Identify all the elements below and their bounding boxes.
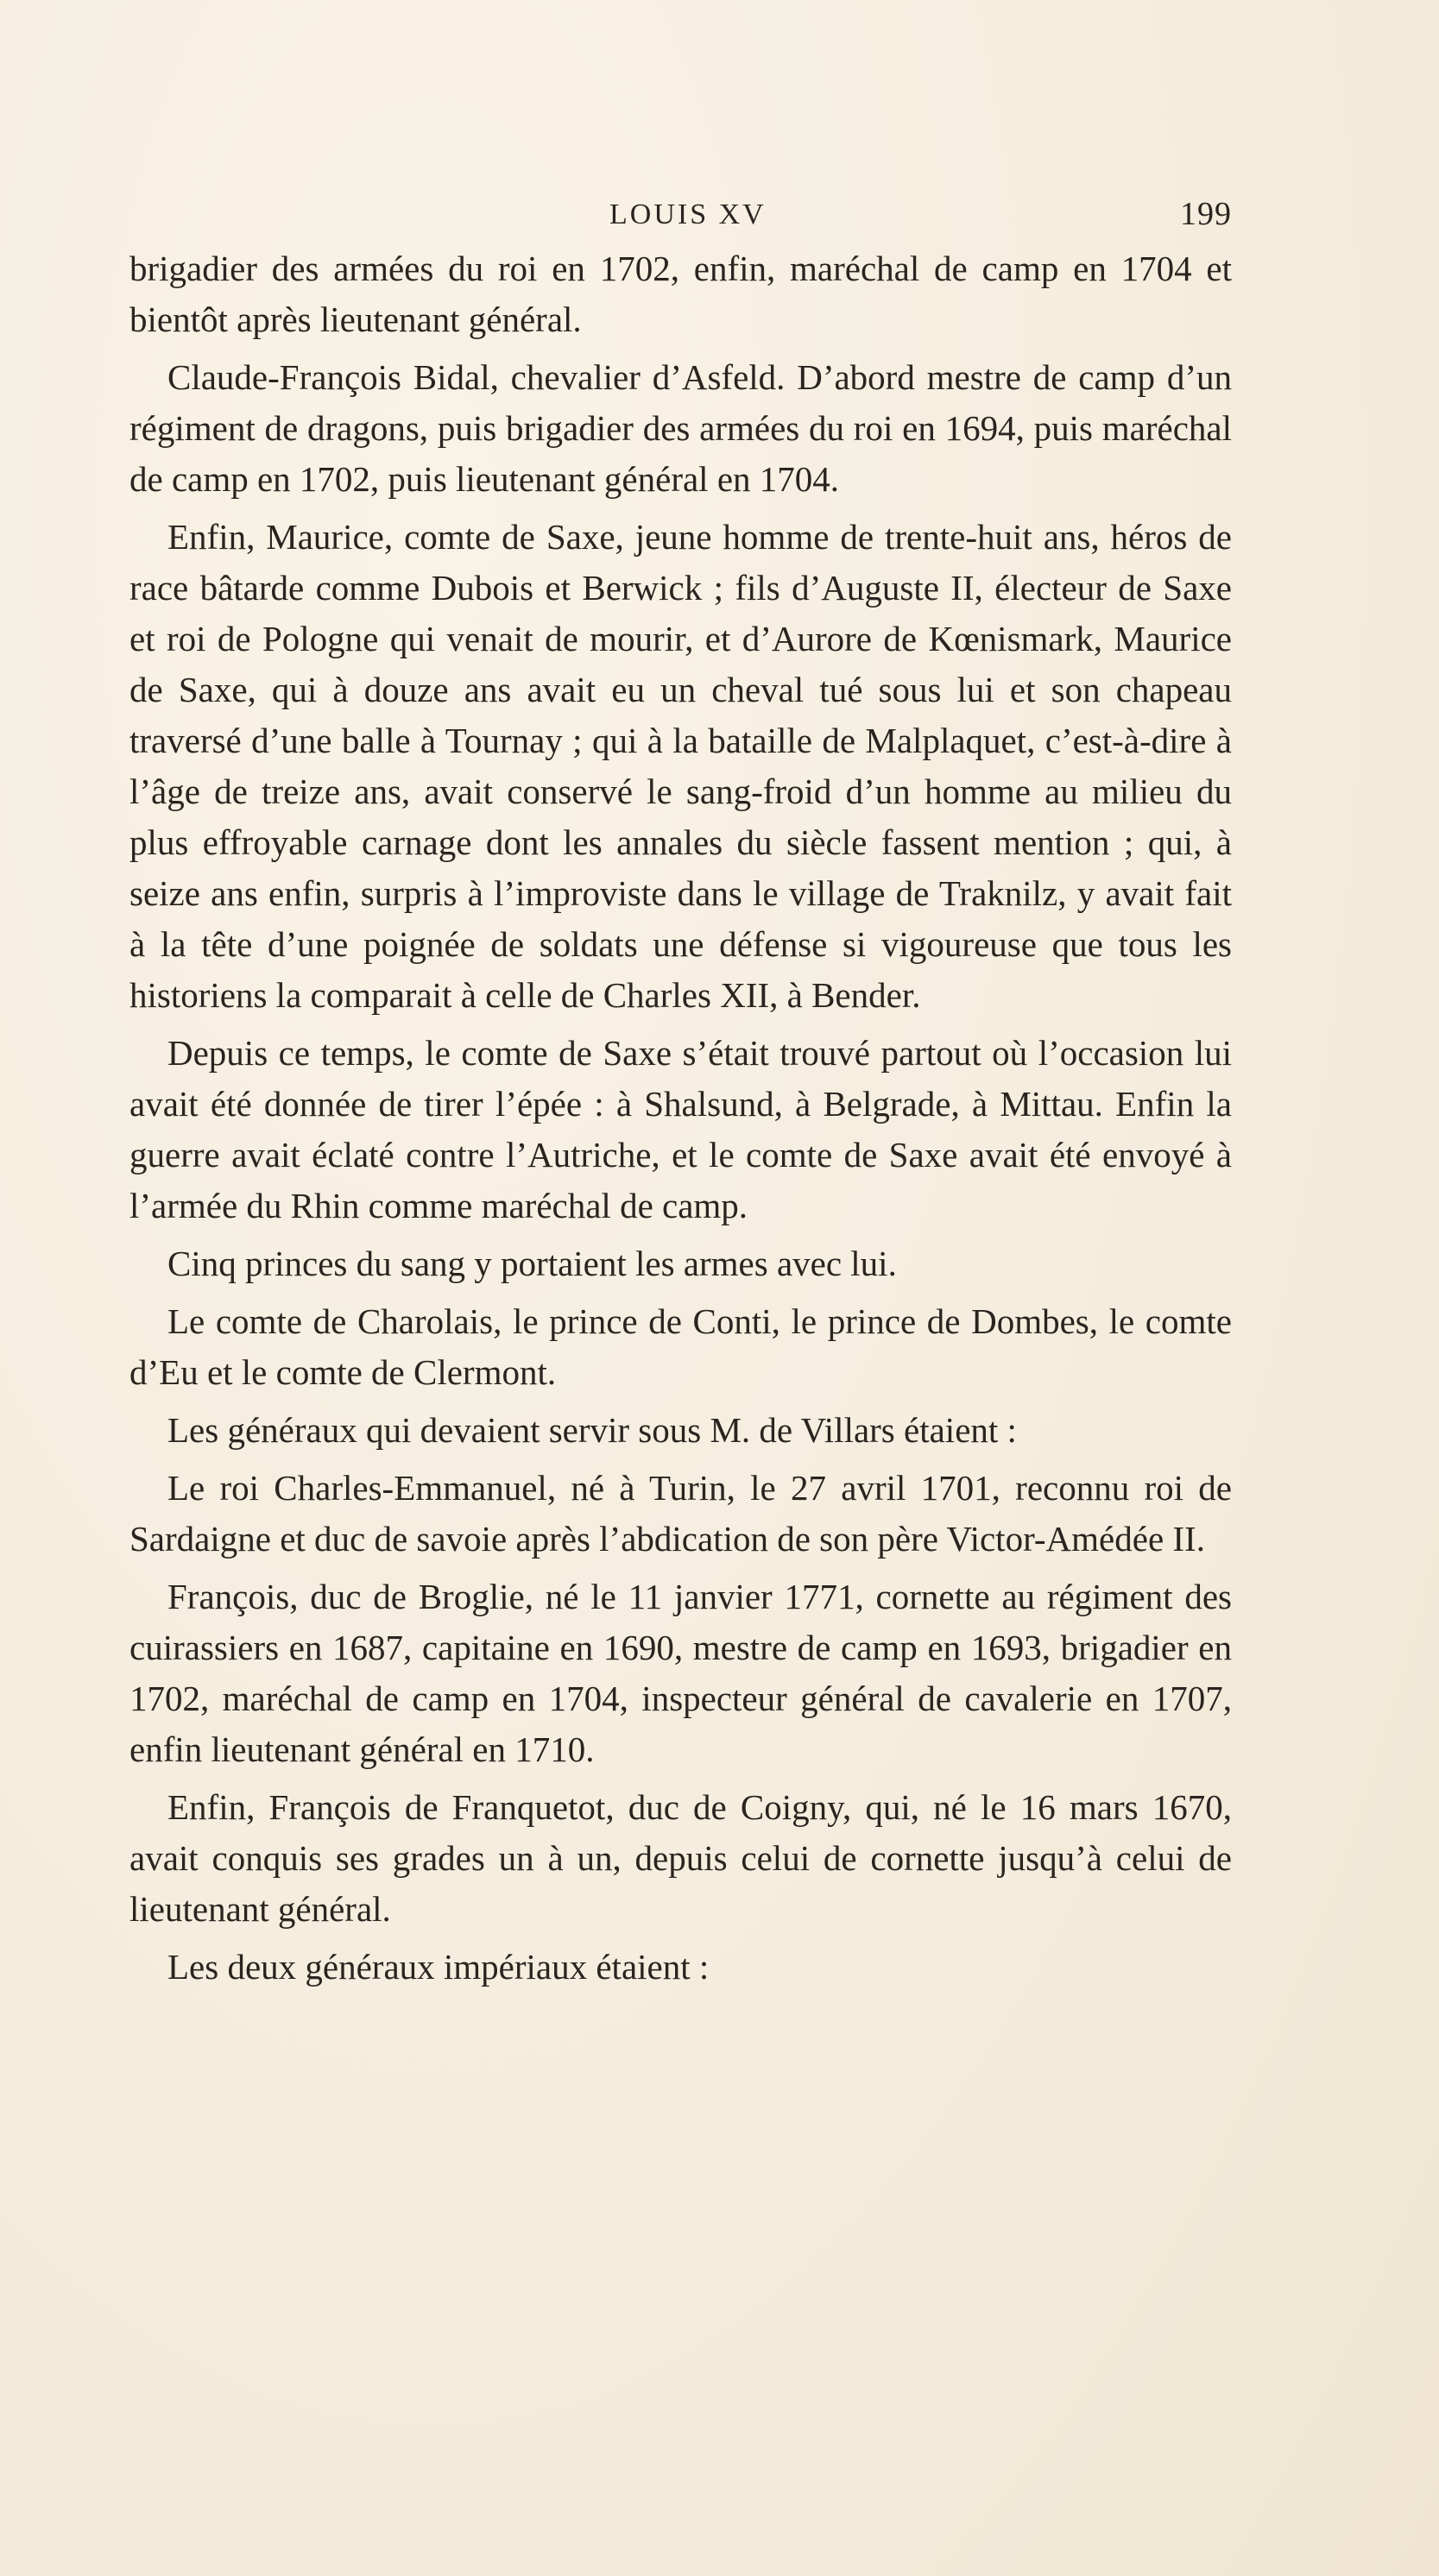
running-title: LOUIS XV [609,198,767,230]
paragraph: Enfin, Maurice, comte de Saxe, jeune homme de trente-huit ans, héros de race bâtarde comme Dubois et Berwick ; fils d’Auguste II, électeur de Saxe et roi de Pologne qui venait de mourir, et d’Aurore de Kœnismark, Maurice de Saxe, qui à douze ans avait eu un cheval tué sous lui et son chapeau traversé d’une balle à Tournay ; qui à la bataille de Malplaquet, c’est-à-dire à l’âge de treize ans, avait conservé le sang-froid d’un homme au milieu du plus effroyable carnage dont les annales du siècle fassent mention ; qui, à seize ans enfin, surpris à l’improviste dans le village de Traknilz, y avait fait à la tête d’une poignée de soldats une défense si vigoureuse que tous les historiens la comparait à celle de Charles XII, à Bender. [129,517,1232,1015]
paragraph: Cinq princes du sang y portaient les armes avec lui. [167,1244,897,1283]
page-header [129,192,1232,236]
paragraph: Enfin, François de Franquetot, duc de Coigny, qui, né le 16 mars 1670, avait conquis ses grades un à un, depuis celui de cornette jusqu’à celui de lieutenant général. [129,1787,1232,1929]
paragraph: Le comte de Charolais, le prince de Conti, le prince de Dombes, le comte d’Eu et le comte de Clermont. [129,1301,1232,1392]
paragraph: Les deux généraux impériaux étaient : [167,1947,710,1987]
paragraph: Les généraux qui devaient servir sous M. de Villars étaient : [167,1410,1017,1450]
book-page [129,192,1232,2000]
paragraph: Depuis ce temps, le comte de Saxe s’était trouvé partout où l’occasion lui avait été donnée de tirer l’épée : à Shalsund, à Belgrade, à Mittau. Enfin la guerre avait éclaté contre l’Autriche, et le comte de Saxe avait été envoyé à l’armée du Rhin comme maréchal de camp. [129,1033,1232,1225]
paragraph: Le roi Charles-Emmanuel, né à Turin, le 27 avril 1701, reconnu roi de Sardaigne et duc de savoie après l’abdication de son père Victor-Amédée II. [129,1468,1232,1559]
body-text [129,243,1232,1993]
paragraph: Claude-François Bidal, chevalier d’Asfeld. D’abord mestre de camp d’un régiment de dragons, puis brigadier des armées du roi en 1694, puis maréchal de camp en 1702, puis lieutenant général en 1704. [129,357,1232,499]
paragraph: François, duc de Broglie, né le 11 janvier 1771, cornette au régiment des cuirassiers en 1687, capitaine en 1690, mestre de camp en 1693, brigadier en 1702, maréchal de camp en 1704, inspecteur général de cavalerie en 1707, enfin lieutenant général en 1710. [129,1577,1232,1769]
paragraph-continuation: brigadier des armées du roi en 1702, enfin, maréchal de camp en 1704 et bientôt après lieutenant général. [129,249,1232,339]
page-number: 199 [1180,196,1232,232]
